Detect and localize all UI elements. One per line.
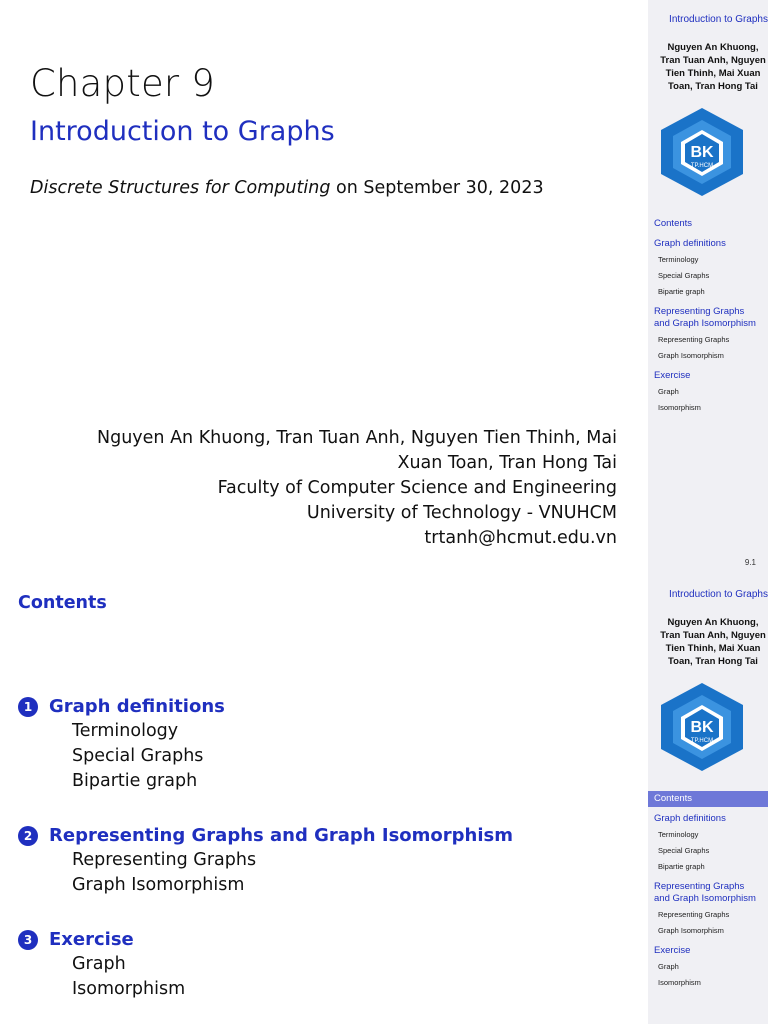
- sidebar-subitem-graph-isomorphism[interactable]: Graph Isomorphism: [658, 351, 724, 360]
- section-number-icon: 3: [18, 930, 38, 950]
- sidebar-subitem-representing-graphs[interactable]: Representing Graphs: [658, 910, 730, 919]
- sidebar-author-line: Tien Thinh, Mai Xuan: [665, 68, 761, 79]
- sidebar-authors: [648, 616, 768, 668]
- course-name: Discrete Structures for Computing: [30, 178, 331, 198]
- email: trtanh@hcmut.edu.vn: [424, 528, 617, 548]
- toc-section: [18, 824, 638, 898]
- toc-heading-label: Graph definitions: [49, 696, 225, 717]
- sidebar-author-line: Tran Tuan Anh, Nguyen: [660, 55, 766, 66]
- contents-slide: [0, 575, 768, 1024]
- slide-number: 9.1: [744, 558, 756, 567]
- sidebar-subitem-special-graphs[interactable]: Special Graphs: [658, 846, 710, 855]
- toc-heading-representing-graphs[interactable]: [18, 824, 638, 848]
- sidebar-nav: [648, 216, 768, 416]
- sidebar-subitem-representing-graphs[interactable]: Representing Graphs: [658, 335, 730, 344]
- sidebar-author-line: Tien Thinh, Mai Xuan: [665, 643, 761, 654]
- university: University of Technology - VNUHCM: [306, 503, 617, 523]
- sidebar-subitem-isomorphism[interactable]: Isomorphism: [658, 978, 701, 987]
- authors-line-2: Xuan Toan, Tran Hong Tai: [397, 453, 617, 473]
- sidebar: [648, 575, 768, 1024]
- toc-subitem-graph-isomorphism[interactable]: Graph Isomorphism: [72, 875, 245, 895]
- sidebar-subitem-terminology[interactable]: Terminology: [658, 255, 699, 264]
- table-of-contents: [18, 695, 638, 1024]
- logo-text: BK: [690, 719, 714, 736]
- toc-subitem-isomorphism[interactable]: Isomorphism: [72, 979, 186, 999]
- toc-subitem-graph[interactable]: Graph: [72, 954, 126, 974]
- sidebar-item-contents[interactable]: Contents: [654, 218, 693, 229]
- toc-heading-graph-definitions[interactable]: [18, 695, 638, 719]
- faculty: Faculty of Computer Science and Engineering: [217, 478, 617, 498]
- bk-logo-icon: [659, 106, 745, 198]
- sidebar-item-representing-graphs[interactable]: Representing Graphs and Graph Isomorphism: [654, 881, 756, 904]
- sidebar-author-line: Nguyen An Khuong,: [667, 617, 759, 628]
- sidebar-author-line: Toan, Tran Hong Tai: [668, 656, 758, 667]
- sidebar-author-line: Tran Tuan Anh, Nguyen: [660, 630, 766, 641]
- course-date-line: [30, 178, 544, 198]
- slide-subtitle: Introduction to Graphs: [30, 116, 335, 147]
- logo-subtext: TP.HCM: [690, 163, 714, 169]
- sidebar-authors: [648, 41, 768, 93]
- sidebar-subitem-graph[interactable]: Graph: [658, 962, 679, 971]
- sidebar-title: Introduction to Graphs: [669, 14, 768, 25]
- sidebar: [648, 0, 768, 575]
- sidebar-title: Introduction to Graphs: [669, 589, 768, 600]
- sidebar-item-exercise[interactable]: Exercise: [654, 370, 691, 381]
- sidebar-subitem-graph-isomorphism[interactable]: Graph Isomorphism: [658, 926, 724, 935]
- authors-line-1: Nguyen An Khuong, Tran Tuan Anh, Nguyen Tien Thinh, Mai: [97, 428, 617, 448]
- sidebar-subitem-special-graphs[interactable]: Special Graphs: [658, 271, 710, 280]
- sidebar-subitem-bipartie-graph[interactable]: Bipartie graph: [658, 287, 705, 296]
- title-slide-main: [0, 0, 648, 575]
- sidebar-item-graph-definitions[interactable]: Graph definitions: [654, 813, 726, 824]
- date-text: on September 30, 2023: [330, 178, 544, 198]
- sidebar-item-representing-graphs[interactable]: Representing Graphs and Graph Isomorphism: [654, 306, 756, 329]
- sidebar-subitem-terminology[interactable]: Terminology: [658, 830, 699, 839]
- sidebar-subitem-graph[interactable]: Graph: [658, 387, 679, 396]
- sidebar-author-line: Toan, Tran Hong Tai: [668, 81, 758, 92]
- toc-section: [18, 695, 638, 794]
- sidebar-nav: [648, 791, 768, 991]
- toc-subitem-bipartie-graph[interactable]: Bipartie graph: [72, 771, 198, 791]
- section-number-icon: 2: [18, 826, 38, 846]
- logo-subtext: TP.HCM: [690, 738, 714, 744]
- toc-subitem-representing-graphs[interactable]: Representing Graphs: [72, 850, 257, 870]
- toc-subitem-special-graphs[interactable]: Special Graphs: [72, 746, 204, 766]
- toc-subitem-terminology[interactable]: Terminology: [72, 721, 179, 741]
- section-number-icon: 1: [18, 697, 38, 717]
- sidebar-item-exercise[interactable]: Exercise: [654, 945, 691, 956]
- logo-text: BK: [690, 144, 714, 161]
- contents-title: Contents: [18, 593, 107, 613]
- toc-heading-label: Representing Graphs and Graph Isomorphism: [49, 825, 513, 846]
- contents-slide-main: [0, 575, 648, 1024]
- toc-heading-exercise[interactable]: [18, 928, 638, 952]
- sidebar-author-line: Nguyen An Khuong,: [667, 42, 759, 53]
- sidebar-subitem-isomorphism[interactable]: Isomorphism: [658, 403, 701, 412]
- toc-heading-label: Exercise: [49, 929, 134, 950]
- bk-logo-icon: [659, 681, 745, 773]
- sidebar-item-contents-active[interactable]: Contents: [648, 791, 768, 807]
- sidebar-item-graph-definitions[interactable]: Graph definitions: [654, 238, 726, 249]
- sidebar-subitem-bipartie-graph[interactable]: Bipartie graph: [658, 862, 705, 871]
- author-block: [27, 426, 617, 551]
- toc-section: [18, 928, 638, 1002]
- chapter-title: Chapter 9: [30, 62, 216, 105]
